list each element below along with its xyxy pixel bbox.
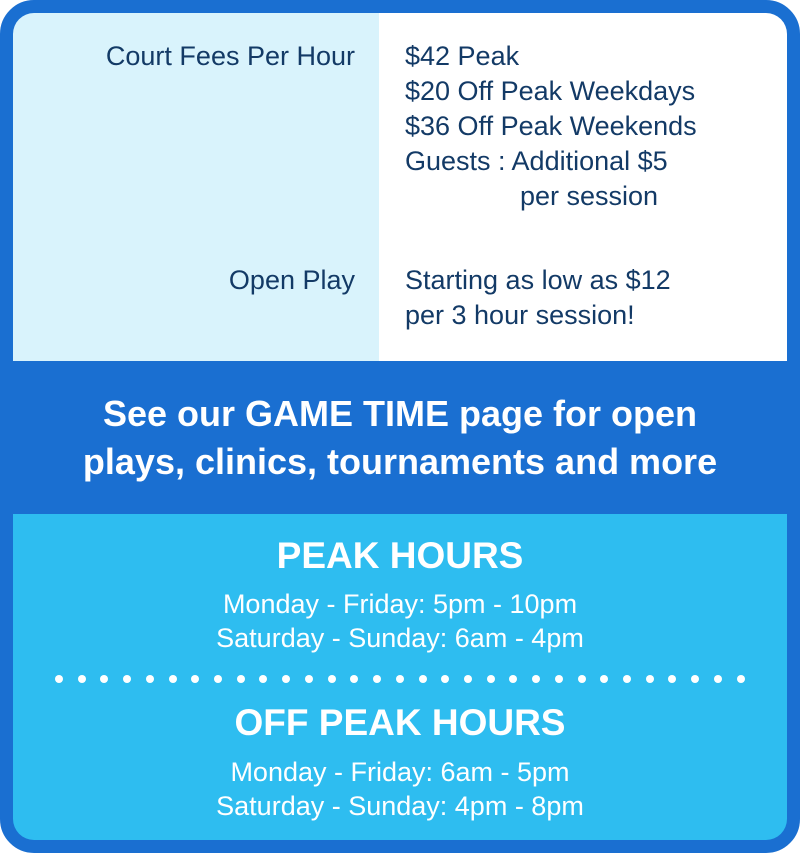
- off-peak-hours-title: OFF PEAK HOURS: [234, 702, 566, 743]
- court-fees-values: [405, 39, 697, 214]
- open-play-session: per 3 hour session!: [405, 300, 635, 330]
- divider-dot: [691, 675, 699, 683]
- court-fee-guests-per-session: per session: [520, 181, 659, 211]
- divider-dot: [555, 675, 563, 683]
- divider-dot: [487, 675, 495, 683]
- peak-hours-weekends: Saturday - Sunday: 6am - 4pm: [216, 623, 584, 653]
- hours-section: [13, 514, 787, 853]
- divider-dot: [78, 675, 86, 683]
- divider-dot: [623, 675, 631, 683]
- divider-dot: [668, 675, 676, 683]
- divider-dot: [373, 675, 381, 683]
- divider-dot: [214, 675, 222, 683]
- divider-dot: [419, 675, 427, 683]
- off-peak-hours-weekends: Saturday - Sunday: 4pm - 8pm: [216, 791, 584, 821]
- court-fee-peak: $42 Peak: [405, 41, 520, 71]
- banner-line-2: plays, clinics, tournaments and more: [82, 440, 718, 482]
- open-play-label: Open Play: [228, 265, 355, 295]
- divider-dot: [464, 675, 472, 683]
- court-fee-guests: Guests : Additional $5: [405, 146, 668, 176]
- divider-dot: [328, 675, 336, 683]
- peak-hours-title: PEAK HOURS: [276, 535, 524, 576]
- fees-values-column: [379, 13, 787, 361]
- divider-dot: [146, 675, 154, 683]
- divider-dot: [55, 675, 63, 683]
- divider-dot: [282, 675, 290, 683]
- divider-dot: [396, 675, 404, 683]
- divider-dot: [646, 675, 654, 683]
- banner-line-1: See our GAME TIME page for open: [102, 392, 698, 434]
- divider-dot: [191, 675, 199, 683]
- divider-dot: [509, 675, 517, 683]
- game-time-banner: [13, 361, 787, 514]
- divider-dot: [305, 675, 313, 683]
- open-play-price: Starting as low as $12: [405, 265, 671, 295]
- court-fees-label: Court Fees Per Hour: [105, 41, 355, 71]
- divider-dot: [600, 675, 608, 683]
- court-fee-off-peak-weekdays: $20 Off Peak Weekdays: [405, 76, 696, 106]
- divider-dot: [350, 675, 358, 683]
- court-fee-off-peak-weekends: $36 Off Peak Weekends: [405, 111, 697, 141]
- divider-dot: [237, 675, 245, 683]
- divider-dot: [259, 675, 267, 683]
- fees-labels-column: [13, 13, 379, 361]
- divider-dot: [532, 675, 540, 683]
- off-peak-hours-weekdays: Monday - Friday: 6am - 5pm: [230, 757, 570, 787]
- open-play-values: [405, 263, 671, 333]
- divider-dot: [578, 675, 586, 683]
- divider-dot: [123, 675, 131, 683]
- divider-dot: [714, 675, 722, 683]
- dotted-divider: [55, 675, 745, 683]
- divider-dot: [100, 675, 108, 683]
- peak-hours-weekdays: Monday - Friday: 5pm - 10pm: [222, 589, 578, 619]
- divider-dot: [169, 675, 177, 683]
- divider-dot: [737, 675, 745, 683]
- fees-table: [13, 13, 787, 361]
- divider-dot: [441, 675, 449, 683]
